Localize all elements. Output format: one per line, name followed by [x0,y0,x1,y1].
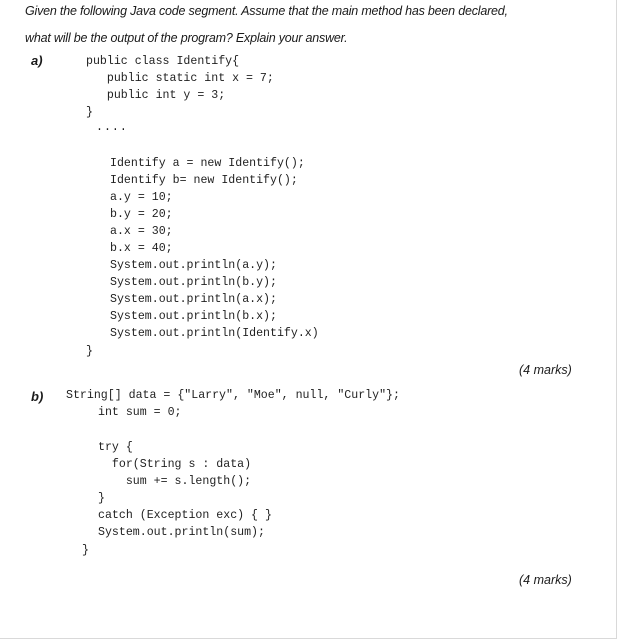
part-a-class-close-brace: } [86,106,93,119]
part-b-marks: (4 marks) [519,573,572,587]
part-b-try-block: try { for(String s : data) sum += s.length(); } catch (Exception exc) { } System.out.println(sum); [98,441,272,539]
question-intro-line-2: what will be the output of the program? Explain your answer. [25,31,348,45]
part-a-close-brace: } [86,345,93,358]
part-a-label: a) [31,53,43,68]
part-a-code-body: Identify a = new Identify(); Identify b= new Identify(); a.y = 10; b.y = 20; a.x = 30; b.x = 40; System.out.println(a.y); System.out.println(b.y); System.out.println(a.x); System.out.println(b.x); System.out.println(Identify.x) [110,157,319,340]
question-intro-line-1: Given the following Java code segment. Assume that the main method has been declared, [25,4,508,18]
part-b-label: b) [31,389,44,404]
part-a-marks: (4 marks) [519,363,572,377]
part-b-sum-declaration: int sum = 0; [98,406,182,419]
part-a-ellipsis: .... [96,121,128,134]
part-b-array-declaration: String[] data = {"Larry", "Moe", null, "Curly"}; [66,389,400,402]
part-a-class-header: public class Identify{ public static int x = 7; public int y = 3; [86,55,274,102]
part-b-close-brace: } [82,544,89,557]
